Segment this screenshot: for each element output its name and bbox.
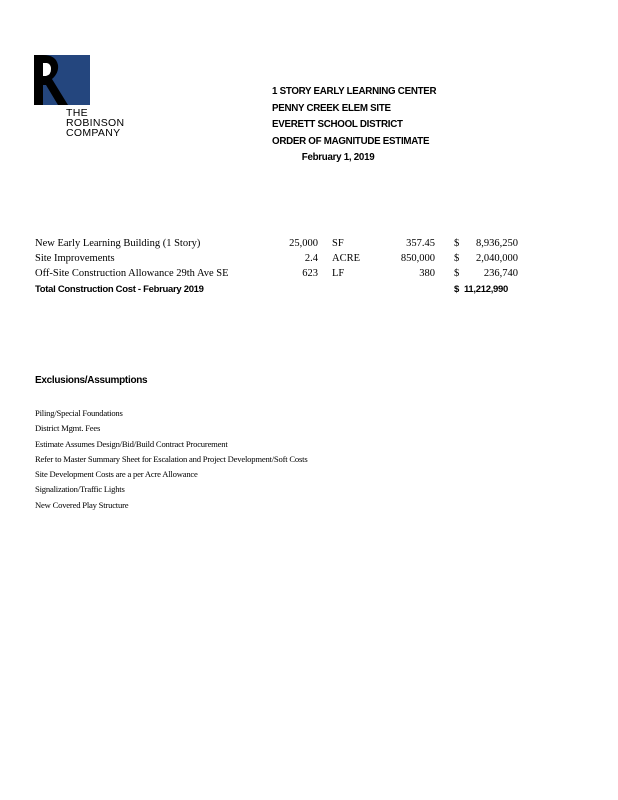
list-item: Refer to Master Summary Sheet for Escalation and Project Development/Soft Costs <box>35 453 308 464</box>
row-quantity: 25,000 <box>289 238 318 249</box>
estimate-type: ORDER OF MAGNITUDE ESTIMATE <box>272 134 430 147</box>
estimate-date: February 1, 2019 <box>301 151 375 163</box>
district-name: EVERETT SCHOOL DISTRICT <box>272 118 403 130</box>
row-rate: 380 <box>419 268 435 279</box>
logo-line-the: THE <box>66 107 88 119</box>
document-header <box>272 83 436 166</box>
row-description: Off-Site Construction Allowance 29th Ave SE <box>35 268 229 279</box>
row-unit: SF <box>332 238 344 249</box>
total-row <box>0 282 618 297</box>
list-item: Site Development Costs are a per Acre Allowance <box>35 469 198 480</box>
row-amount: 236,740 <box>483 268 518 279</box>
row-description: New Early Learning Building (1 Story) <box>35 238 201 249</box>
row-rate: 850,000 <box>400 253 435 264</box>
list-item: Piling/Special Foundations <box>35 408 123 418</box>
list-item: District Mgmt. Fees <box>35 423 101 434</box>
row-amount: 2,040,000 <box>476 253 518 264</box>
row-quantity: 623 <box>302 268 318 279</box>
table-row <box>0 236 618 251</box>
total-amount: 11,212,990 <box>463 284 508 295</box>
row-amount: 8,936,250 <box>476 238 518 249</box>
row-currency: $ <box>454 253 460 264</box>
row-unit: LF <box>332 268 345 279</box>
company-logo-text <box>66 108 124 138</box>
list-item: New Covered Play Structure <box>35 499 129 510</box>
total-label: Total Construction Cost - February 2019 <box>35 284 204 295</box>
total-currency: $ <box>454 284 459 295</box>
logo-line-company: COMPANY <box>66 127 121 139</box>
row-description: Site Improvements <box>35 253 115 264</box>
exclusions-list <box>35 406 308 513</box>
list-item: Estimate Assumes Design/Bid/Build Contract Procurement <box>35 438 228 449</box>
project-title: 1 STORY EARLY LEARNING CENTER <box>272 85 437 97</box>
site-name: PENNY CREEK ELEM SITE <box>272 101 391 114</box>
table-row <box>0 251 618 266</box>
table-row <box>0 266 618 281</box>
robinson-company-logo-icon <box>34 55 90 105</box>
logo-line-robinson: ROBINSON <box>66 117 125 129</box>
exclusions-heading: Exclusions/Assumptions <box>35 375 148 386</box>
row-quantity: 2.4 <box>304 253 318 264</box>
row-currency: $ <box>454 268 460 279</box>
row-unit: ACRE <box>332 253 361 264</box>
row-currency: $ <box>454 238 460 249</box>
list-item: Signalization/Traffic Lights <box>35 484 125 495</box>
row-rate: 357.45 <box>406 238 435 249</box>
